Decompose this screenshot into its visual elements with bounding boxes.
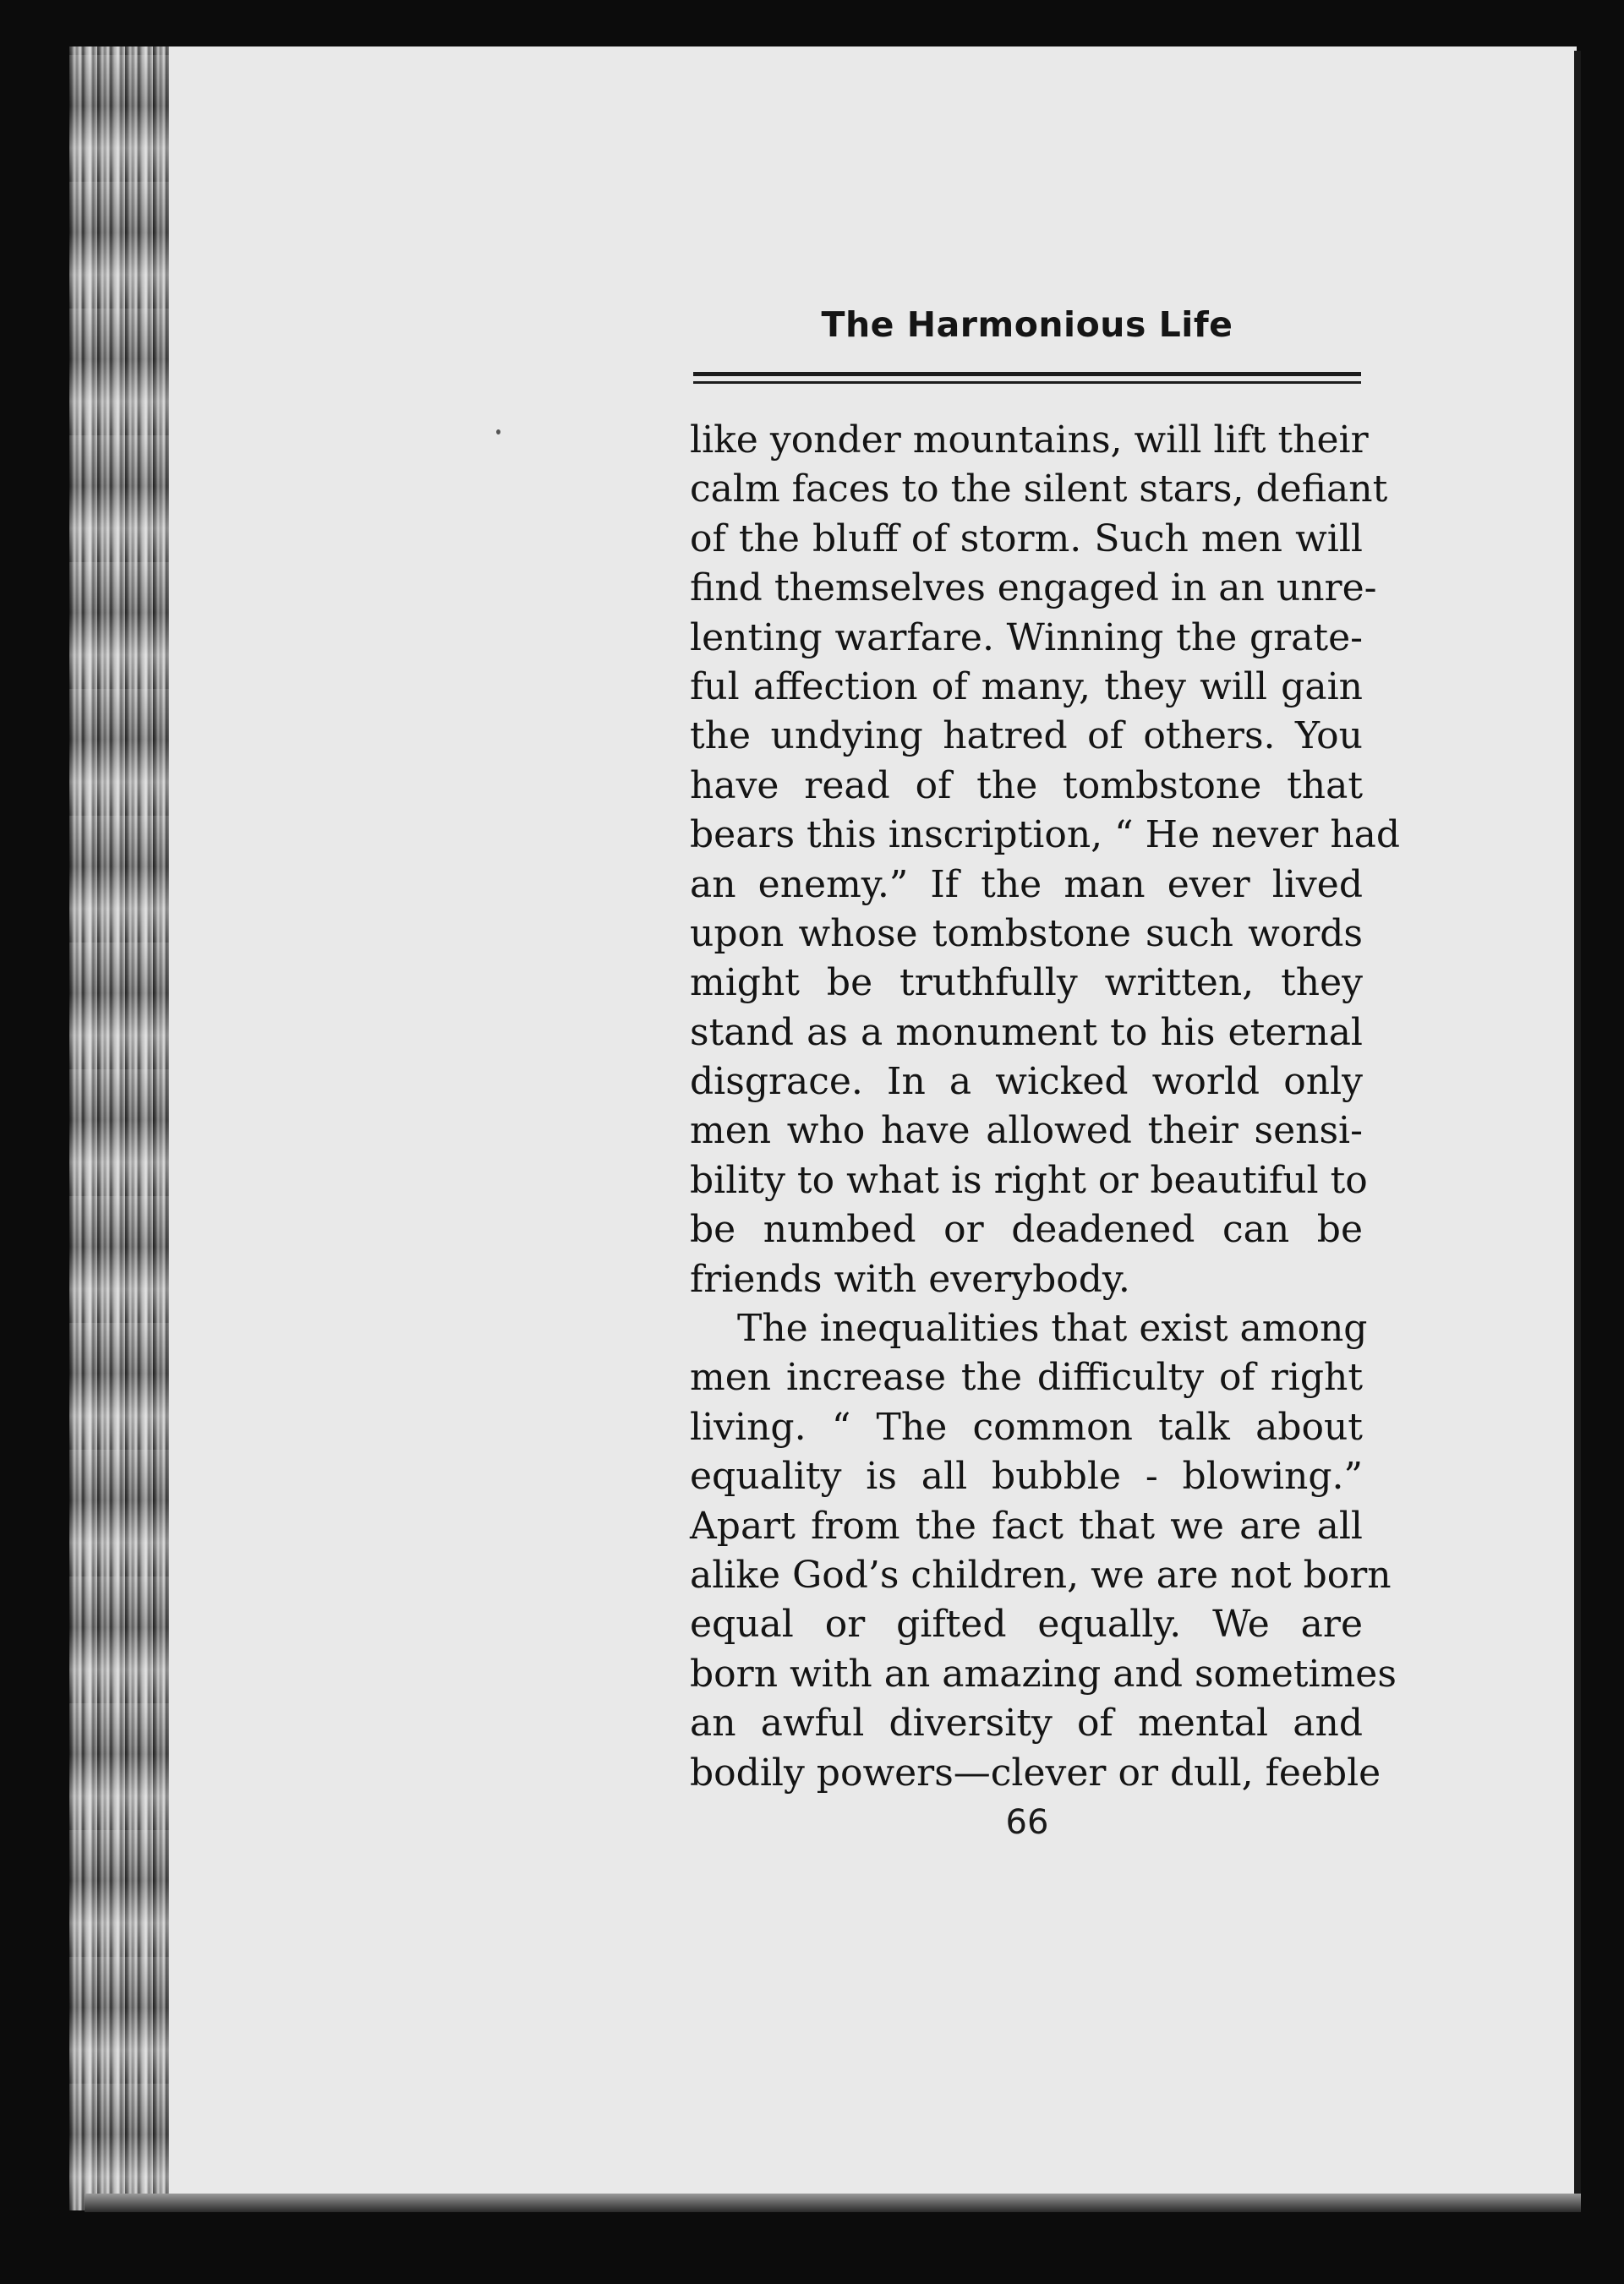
- page-number: 66: [1005, 1803, 1049, 1842]
- paragraph-2: [690, 1304, 1397, 1798]
- running-head: The Harmonious Life: [821, 304, 1233, 345]
- rule-thin-line: [693, 381, 1361, 384]
- text-line: disgrace. In a wicked world only: [690, 1060, 1363, 1104]
- text-line: stand as a monument to his eternal: [690, 1010, 1363, 1054]
- header-double-rule: [693, 372, 1361, 385]
- text-line: of the bluff of storm. Such men will: [690, 516, 1363, 560]
- text-line: living. “ The common talk about: [690, 1405, 1363, 1449]
- text-line: Apart from the fact that we are all: [690, 1504, 1363, 1548]
- paragraph-1: [690, 416, 1401, 1304]
- rule-thick-line: [693, 372, 1361, 376]
- ink-speck: [496, 429, 500, 434]
- text-line: the undying hatred of others. You: [690, 714, 1363, 758]
- text-line: might be truthfully written, they: [690, 961, 1363, 1005]
- text-line: bodily powers—clever or dull, feeble: [690, 1751, 1381, 1795]
- text-line: alike God’s children, we are not born: [690, 1553, 1392, 1597]
- text-line: born with an amazing and sometimes: [690, 1652, 1397, 1696]
- text-line: an enemy.” If the man ever lived: [690, 862, 1363, 906]
- text-line: ful affection of many, they will gain: [690, 664, 1363, 708]
- text-line: equal or gifted equally. We are: [690, 1603, 1363, 1647]
- text-line: have read of the tombstone that: [690, 763, 1363, 807]
- text-line: be numbed or deadened can be: [690, 1208, 1363, 1252]
- text-line: calm faces to the silent stars, defiant: [690, 467, 1388, 511]
- text-line: like yonder mountains, will lift their: [690, 418, 1369, 462]
- page-bottom-edge: [85, 2194, 1581, 2212]
- book-spine: [69, 46, 179, 2210]
- body-text: [690, 416, 1401, 1798]
- text-line: friends with everybody.: [690, 1257, 1130, 1301]
- text-line: upon whose tombstone such words: [690, 911, 1363, 955]
- text-line: men who have allowed their sensi-: [690, 1109, 1363, 1153]
- text-line: lenting warfare. Winning the grate-: [690, 615, 1363, 659]
- page-right-edge: [1574, 51, 1581, 2206]
- text-line: an awful diversity of mental and: [690, 1702, 1363, 1746]
- text-line: men increase the difficulty of right: [690, 1356, 1363, 1400]
- text-line: bility to what is right or beautiful to: [690, 1158, 1368, 1202]
- text-line: The inequalities that exist among: [737, 1307, 1368, 1351]
- text-line: bears this inscription, “ He never had: [690, 813, 1401, 857]
- text-line: equality is all bubble - blowing.”: [690, 1455, 1363, 1499]
- text-line: find themselves engaged in an unre-: [690, 566, 1377, 610]
